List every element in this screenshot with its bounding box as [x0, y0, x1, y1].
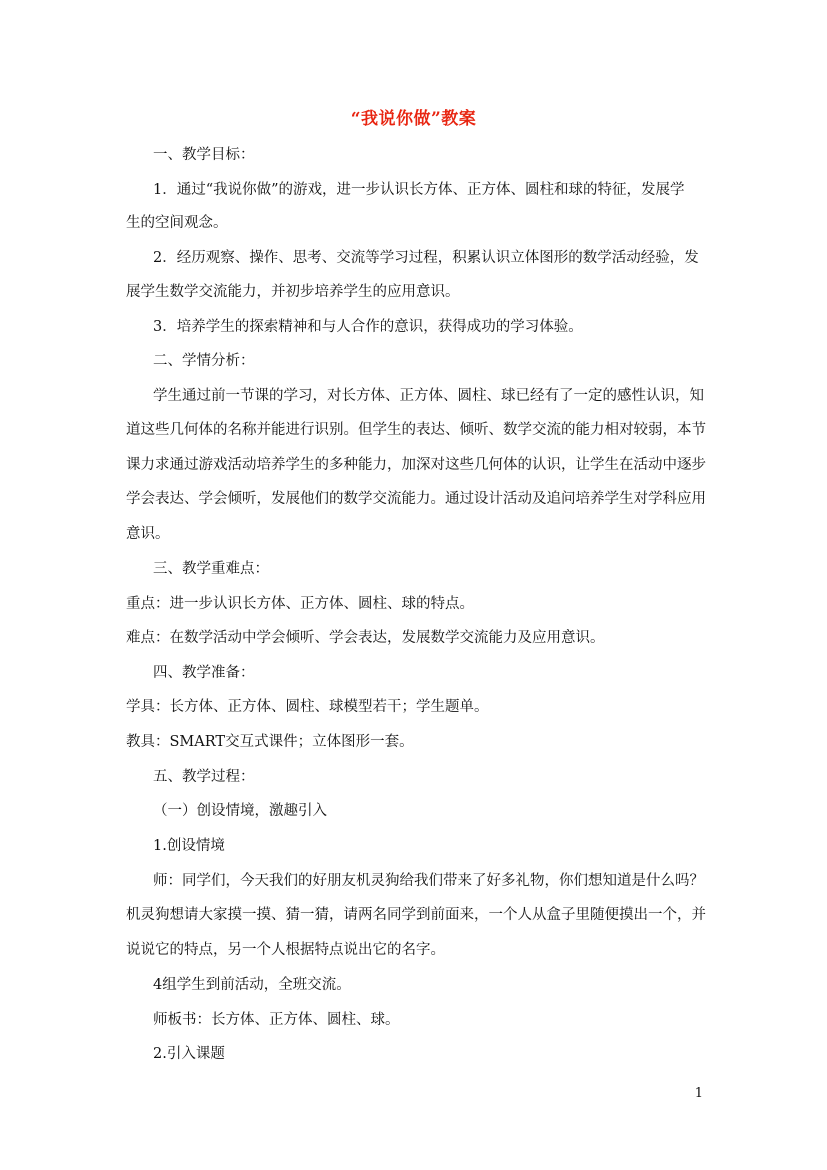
- paragraph-line: 2．经历观察、操作、思考、交流等学习过程，积累认识立体图形的数学活动经验，发: [153, 250, 699, 266]
- paragraph-line: 难点：在数学活动中学会倾听、学会表达，发展数学交流能力及应用意识。: [126, 630, 605, 646]
- paragraph-line: 展学生数学交流能力，并初步培养学生的应用意识。: [126, 284, 460, 300]
- paragraph-line: 4组学生到前活动，全班交流。: [153, 977, 351, 993]
- paragraph-line: 3．培养学生的探索精神和与人合作的意识，获得成功的学习体验。: [153, 319, 583, 335]
- paragraph-line: 机灵狗想请大家摸一摸、猜一猜，请两名同学到前面来，一个人从盒子里随便摸出一个，并: [126, 907, 706, 923]
- paragraph-line: 意识。: [126, 526, 170, 542]
- section-heading-keypoints: 三、教学重难点：: [153, 561, 269, 577]
- paragraph-line: 道这些几何体的名称并能进行识别。但学生的表达、倾听、数学交流的能力相对较弱，本节: [126, 422, 706, 438]
- subsection-heading: （一）创设情境，激趣引入: [153, 803, 327, 819]
- section-heading-process: 五、教学过程：: [153, 769, 255, 785]
- page-number: 1: [694, 1086, 703, 1101]
- document-title: “我说你做”教案: [350, 109, 477, 129]
- paragraph-line: 学会表达、学会倾听，发展他们的数学交流能力。通过设计活动及追问培养学生对学科应用: [126, 491, 706, 507]
- paragraph-line: 生的空间观念。: [126, 215, 228, 231]
- section-heading-preparation: 四、教学准备：: [153, 665, 255, 681]
- paragraph-line: 重点：进一步认识长方体、正方体、圆柱、球的特点。: [126, 596, 474, 612]
- paragraph-line: 1．通过“我说你做”的游戏，进一步认识长方体、正方体、圆柱和球的特征，发展学: [153, 182, 685, 198]
- paragraph-line: 课力求通过游戏活动培养学生的多种能力，加深对这些几何体的认识，让学生在活动中逐步: [126, 457, 706, 473]
- section-heading-goals: 一、教学目标：: [153, 147, 255, 163]
- paragraph-line: 教具：SMART交互式课件；立体图形一套。: [126, 734, 414, 750]
- paragraph-line: 师：同学们，今天我们的好朋友机灵狗给我们带来了好多礼物，你们想知道是什么吗？: [153, 873, 704, 889]
- paragraph-line: 学生通过前一节课的学习，对长方体、正方体、圆柱、球已经有了一定的感性认识，知: [153, 388, 704, 404]
- paragraph-line: 说说它的特点，另一个人根据特点说出它的名字。: [126, 942, 445, 958]
- section-heading-analysis: 二、学情分析：: [153, 353, 255, 369]
- paragraph-line: 师板书：长方体、正方体、圆柱、球。: [153, 1012, 400, 1028]
- step-heading: 2.引入课题: [153, 1046, 225, 1062]
- step-heading: 1.创设情境: [153, 838, 225, 854]
- paragraph-line: 学具：长方体、正方体、圆柱、球模型若干；学生题单。: [126, 699, 489, 715]
